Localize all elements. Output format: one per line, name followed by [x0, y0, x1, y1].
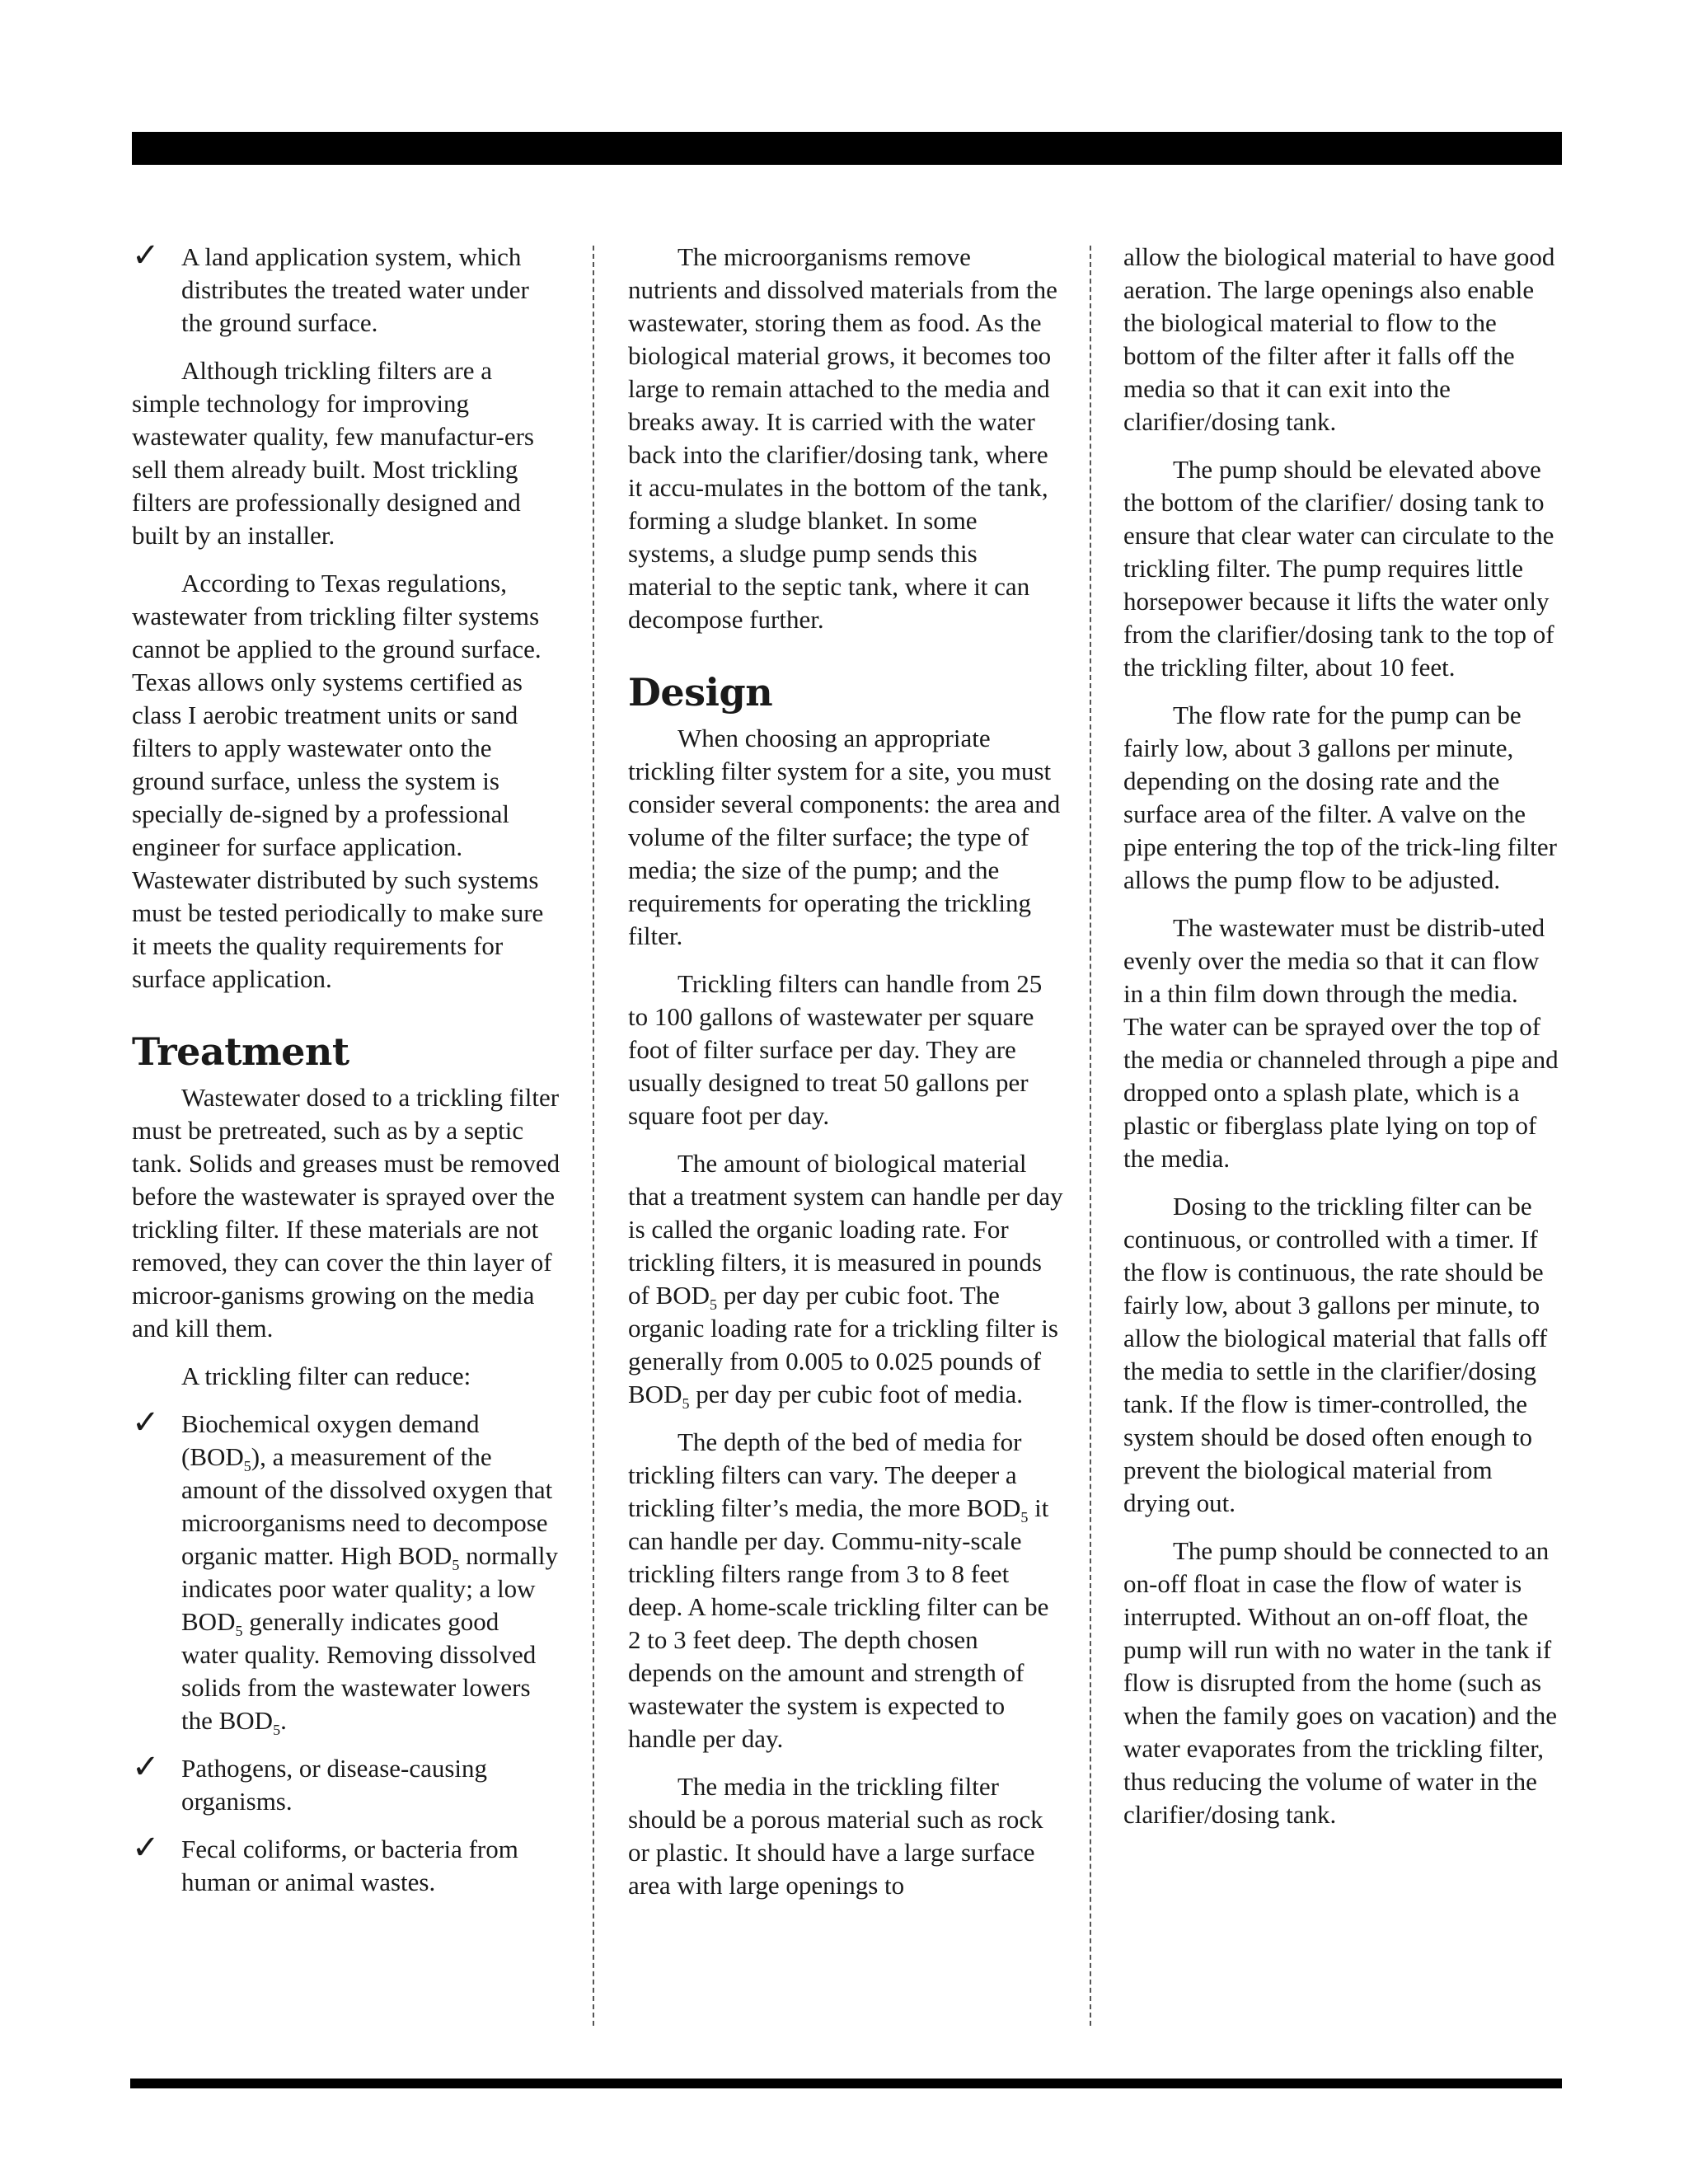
subscript-5: 5 [710, 1296, 718, 1314]
header-rule [132, 132, 1562, 165]
list-item-pathogens [132, 1748, 560, 1818]
checklist-top [132, 237, 560, 340]
list-item-bod [132, 1404, 560, 1739]
checkmark-icon: ✓ [132, 237, 160, 274]
paragraph-pretreated: Wastewater dosed to a trickling filter must be pretreated, such as by a septic tank. Solids and greases must be removed before the wastewater is sprayed over the trickling filter. If these materials are not removed, they can cover the thin layer of microor-ganisms growing on the media and kill them. [132, 1083, 560, 1343]
paragraph-organic-loading [628, 1147, 1063, 1411]
list-item-land-application [132, 237, 560, 340]
paragraph-texas-regulations: According to Texas regulations, wastewater from trickling filter systems cannot be applied to the ground surface. Texas allows only systems certified as class I aerobic treatment units or sand filters to apply wastewater onto the ground surface, unless the system is specially de-signed by a professional engineer for surface application. Wastewater distributed by such systems must be tested periodically to make sure it meets the quality requirements for surface application. [132, 569, 544, 993]
column-2 [628, 241, 1063, 1917]
bod-text-c: normally indicates poor water quality; a low BOD [181, 1541, 558, 1636]
column-1 [132, 237, 560, 1914]
subscript-5: 5 [682, 1395, 690, 1413]
column-3 [1123, 241, 1562, 1846]
paragraph-handle: Trickling filters can handle from 25 to 100 gallons of wastewater per square foot of filter surface per day. They are usually designed to treat 50 gallons per square foot per day. [628, 969, 1043, 1130]
checkmark-icon: ✓ [132, 1748, 160, 1786]
organic-text-a: The amount of biological material that a treatment system can handle per day is called the organic loading rate. For trickling filters, it is measured in pounds of BOD [628, 1149, 1063, 1310]
checkmark-icon: ✓ [132, 1404, 160, 1441]
paragraph-flow-rate: The flow rate for the pump can be fairly low, about 3 gallons per minute, depending on the dosing rate and the surface area of the filter. A valve on the pipe entering the top of the trick-ling filter allows the pump flow to be adjusted. [1123, 701, 1557, 894]
column-divider-2 [1090, 246, 1091, 2026]
paragraph-media: The media in the trickling filter should be a porous material such as rock or plastic. It should have a large surface area with large openings to [628, 1772, 1043, 1900]
subscript-5: 5 [235, 1623, 243, 1640]
subscript-5: 5 [273, 1722, 281, 1739]
bod-text-a: Biochemical oxygen demand (BOD [181, 1409, 480, 1471]
checklist-reduce [132, 1404, 560, 1899]
paragraph-pump-elevated: The pump should be elevated above the bottom of the clarifier/ dosing tank to ensure that clear water can circulate to the trickling filter. The pump requires little horsepower because it lifts the water only from the clarifier/dosing tank to the top of the trickling filter, about 10 feet. [1123, 455, 1554, 682]
paragraph-float: The pump should be connected to an on-off float in case the flow of water is interrupted. Without an on-off float, the pump will run with no water in the tank if flow is disrupted from the home (such as when the family goes on vacation) and the water evaporates from the trickling filter, thus reducing the volume of water in the clarifier/dosing tank. [1123, 1536, 1557, 1829]
depth-text-a: The depth of the bed of media for trickling filters can vary. The deeper a trickling filter’s media, the more BOD [628, 1427, 1022, 1522]
paragraph-dosing: Dosing to the trickling filter can be continuous, or controlled with a timer. If the flow is continuous, the rate should be fairly low, about 3 gallons per minute, to allow the biological material that falls off the media to settle in the clarifier/dosing tank. If the flow is timer-controlled, the system should be dosed often enough to prevent the biological material from drying out. [1123, 1192, 1548, 1517]
subscript-5: 5 [243, 1458, 251, 1475]
paragraph-choosing: When choosing an appropriate trickling filter system for a site, you must consider several components: the area and volume of the filter surface; the type of media; the size of the pump; and the requirements for operating the trickling filter. [628, 724, 1061, 950]
paragraph-depth [628, 1426, 1063, 1755]
footer-rule [130, 2079, 1562, 2088]
organic-text-b: per day per cubic foot. The organic loading rate for a trickling filter is generally from 0.005 to 0.025 pounds of BOD [628, 1281, 1058, 1408]
column-divider-1 [593, 246, 594, 2026]
subscript-5: 5 [1020, 1509, 1029, 1526]
heading-treatment: Treatment [132, 1029, 349, 1074]
paragraph-can-reduce: A trickling filter can reduce: [181, 1361, 471, 1390]
list-item-text: Fecal coliforms, or bacteria from human or animal wastes. [181, 1835, 518, 1896]
heading-design: Design [628, 670, 773, 715]
paragraph-aeration: allow the biological material to have good aeration. The large openings also enable the biological material to flow to the bottom of the filter after it falls off the media so that it can exit into the clarifier/dosing tank. [1123, 242, 1555, 436]
bod-text-e: . [280, 1706, 287, 1735]
list-item-text: A land application system, which distributes the treated water under the ground surface. [181, 242, 529, 337]
paragraph-distributed: The wastewater must be distrib-uted evenly over the media so that it can flow in a thin film down through the media. The water can be sprayed over the top of the media or channeled through a pipe and dropped onto a splash plate, which is a plastic or fiberglass plate lying on top of the media. [1123, 913, 1559, 1173]
list-item-fecal-coliforms [132, 1829, 560, 1899]
depth-text-b: it can handle per day. Commu-nity-scale trickling filters range from 3 to 8 feet deep. A home-scale trickling filter can be 2 to 3 feet deep. The depth chosen depends on the amount and strength of wastewater the system is expected to handle per day. [628, 1493, 1049, 1753]
subscript-5: 5 [452, 1557, 460, 1574]
checkmark-icon: ✓ [132, 1829, 160, 1867]
paragraph-although: Although trickling filters are a simple technology for improving wastewater quality, few manufactur-ers sell them already built. Most trickling filters are professionally designed and built by an installer. [132, 356, 534, 550]
paragraph-microorganisms: The microorganisms remove nutrients and dissolved materials from the wastewater, storing them as food. As the biological material grows, it becomes too large to remain attached to the media and breaks away. It is carried with the water back into the clarifier/dosing tank, where it accu-mulates in the bottom of the tank, forming a sludge blanket. In some systems, a sludge pump sends this material to the septic tank, where it can decompose further. [628, 242, 1057, 634]
organic-text-c: per day per cubic foot of media. [689, 1380, 1024, 1408]
list-item-text: Pathogens, or disease-causing organisms. [181, 1754, 488, 1816]
bod-text-d: generally indicates good water quality. Removing dissolved solids from the wastewater lowers the BOD [181, 1607, 537, 1735]
bod-text-b: ), a measurement of the amount of the dissolved oxygen that microorganisms need to decompose organic matter. High BOD [181, 1442, 553, 1570]
